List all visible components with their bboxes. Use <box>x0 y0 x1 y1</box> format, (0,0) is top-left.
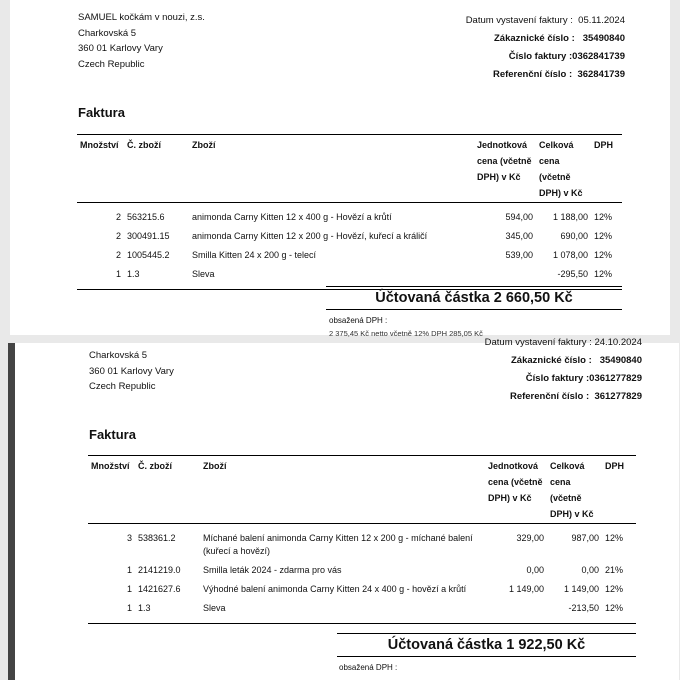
row-total-price: 690,00 <box>560 231 588 241</box>
invoice-sheet-1 <box>10 0 670 338</box>
customer-no-label: Zákaznické číslo : <box>494 33 575 44</box>
col-vat: DPH <box>591 135 622 203</box>
row-total-price: 987,00 <box>571 533 599 543</box>
col-code: Č. zboží <box>135 456 200 524</box>
row-code: 300491.15 <box>127 231 170 241</box>
seller-city: 360 01 Karlovy Vary <box>78 43 163 54</box>
row-vat: 12% <box>605 584 624 594</box>
customer-no-row <box>485 352 642 370</box>
vat-note: obsažená DPH : <box>329 316 388 325</box>
seller-street: Charkovská 5 <box>89 350 148 361</box>
invoice-meta <box>466 12 625 84</box>
row-unit-price: 329,00 <box>516 533 544 543</box>
row-vat: 12% <box>605 533 624 543</box>
table-row <box>88 561 636 580</box>
invoice-no-row <box>485 370 642 388</box>
invoice-no-label: Číslo faktury : <box>525 373 590 384</box>
seller-city: 360 01 Karlovy Vary <box>89 365 174 377</box>
seller-street: Charkovská 5 <box>78 27 137 39</box>
total-amount: Účtovaná částka 1 922,50 Kč <box>337 633 636 657</box>
page-title: Faktura <box>89 427 136 442</box>
ref-no-value: 362841739 <box>577 69 625 80</box>
row-code: 1005445.2 <box>127 250 170 260</box>
row-item: animonda Carny Kitten 12 x 200 g - Hovězí, kuřecí a králičí <box>192 231 428 241</box>
ref-no-value: 361277829 <box>594 391 642 402</box>
row-item: Sleva <box>192 269 215 279</box>
table-header-row <box>88 456 636 524</box>
table-row <box>77 227 622 246</box>
row-qty: 2 <box>115 231 121 241</box>
row-item: Smilla Kitten 24 x 200 g - telecí <box>192 250 317 260</box>
row-unit-price: 345,00 <box>505 231 533 241</box>
row-code: 2141219.0 <box>138 565 181 575</box>
col-total-price: Celková cena (včetně DPH) v Kč <box>536 135 591 203</box>
customer-no-row <box>466 30 625 48</box>
ref-no-label: Referenční číslo : <box>509 391 590 402</box>
table-row <box>77 203 622 228</box>
row-total-price: -213,50 <box>568 603 599 613</box>
row-total-price: -295,50 <box>557 269 588 279</box>
seller-name: SAMUEL kočkám v nouzi, z.s. <box>78 12 205 23</box>
row-code: 1421627.6 <box>138 584 181 594</box>
seller-address <box>78 10 205 72</box>
col-qty: Množství <box>77 135 124 203</box>
row-vat: 12% <box>594 212 613 222</box>
ref-no-row <box>485 388 642 406</box>
customer-no-value: 35490840 <box>599 355 642 366</box>
col-qty: Množství <box>88 456 135 524</box>
customer-no-value: 35490840 <box>582 33 625 44</box>
row-item: animonda Carny Kitten 12 x 400 g - Hovězí a krůtí <box>192 212 392 222</box>
row-unit-price: 594,00 <box>505 212 533 222</box>
table-row <box>88 524 636 562</box>
row-code: 1.3 <box>138 603 151 613</box>
row-qty: 1 <box>126 565 132 575</box>
row-total-price: 1 149,00 <box>563 584 599 594</box>
table-row <box>88 599 636 624</box>
issue-date-label: Datum vystavení faktury : <box>465 15 573 26</box>
table-row <box>88 580 636 599</box>
items-table <box>88 455 636 624</box>
row-total-price: 0,00 <box>581 565 599 575</box>
vat-line: 2 375,45 Kč netto včetně 12% DPH 285,05 Kč <box>329 329 483 338</box>
table-row <box>77 246 622 265</box>
col-total-price: Celková cena (včetně DPH) v Kč <box>547 456 602 524</box>
row-item: Míchané balení animonda Carny Kitten 12 x 200 g - míchané balení (kuřecí a hovězí) <box>203 533 473 556</box>
row-vat: 12% <box>605 603 624 613</box>
ref-no-row <box>466 66 625 84</box>
row-vat: 21% <box>605 565 624 575</box>
invoice-no-value: 0362841739 <box>572 51 625 62</box>
row-qty: 1 <box>115 269 121 279</box>
col-vat: DPH <box>602 456 636 524</box>
col-item: Zboží <box>189 135 474 203</box>
row-code: 538361.2 <box>138 533 176 543</box>
items-table <box>77 134 622 290</box>
row-item: Smilla leták 2024 - zdarma pro vás <box>203 565 342 575</box>
row-qty: 3 <box>126 533 132 543</box>
row-unit-price: 0,00 <box>526 565 544 575</box>
issue-date-row: Datum vystavení faktury : 24.10.2024 <box>484 337 642 348</box>
row-total-price: 1 188,00 <box>552 212 588 222</box>
seller-address <box>89 348 174 395</box>
seller-country: Czech Republic <box>78 58 145 70</box>
ref-no-label: Referenční číslo : <box>492 69 573 80</box>
row-unit-price: 539,00 <box>505 250 533 260</box>
row-qty: 2 <box>115 250 121 260</box>
total-amount: Účtovaná částka 2 660,50 Kč <box>326 286 622 310</box>
col-code: Č. zboží <box>124 135 189 203</box>
invoice-no-label: Číslo faktury : <box>508 51 573 62</box>
col-unit-price: Jednotková cena (včetně DPH) v Kč <box>485 456 547 524</box>
row-item: Sleva <box>203 603 226 613</box>
row-total-price: 1 078,00 <box>552 250 588 260</box>
invoice-no-row <box>466 48 625 66</box>
invoice-no-value: 0361277829 <box>589 373 642 384</box>
row-qty: 1 <box>126 584 132 594</box>
row-vat: 12% <box>594 231 613 241</box>
page-title: Faktura <box>78 105 125 120</box>
invoice-meta <box>485 334 642 406</box>
customer-no-label: Zákaznické číslo : <box>511 355 592 366</box>
row-vat: 12% <box>594 269 613 279</box>
col-item: Zboží <box>200 456 485 524</box>
table-header-row <box>77 135 622 203</box>
invoice-sheet-2 <box>8 337 679 680</box>
col-unit-price: Jednotková cena (včetně DPH) v Kč <box>474 135 536 203</box>
row-vat: 12% <box>594 250 613 260</box>
issue-date-value: 05.11.2024 <box>578 15 625 26</box>
row-qty: 1 <box>126 603 132 613</box>
row-qty: 2 <box>115 212 121 222</box>
row-code: 563215.6 <box>127 212 165 222</box>
vat-note: obsažená DPH : <box>339 663 398 672</box>
row-unit-price <box>485 599 547 624</box>
issue-date-row <box>466 12 625 30</box>
row-item: Výhodné balení animonda Carny Kitten 24 x 400 g - hovězí a krůtí <box>203 584 467 594</box>
row-code: 1.3 <box>127 269 140 279</box>
seller-country: Czech Republic <box>89 381 156 392</box>
row-unit-price: 1 149,00 <box>508 584 544 594</box>
